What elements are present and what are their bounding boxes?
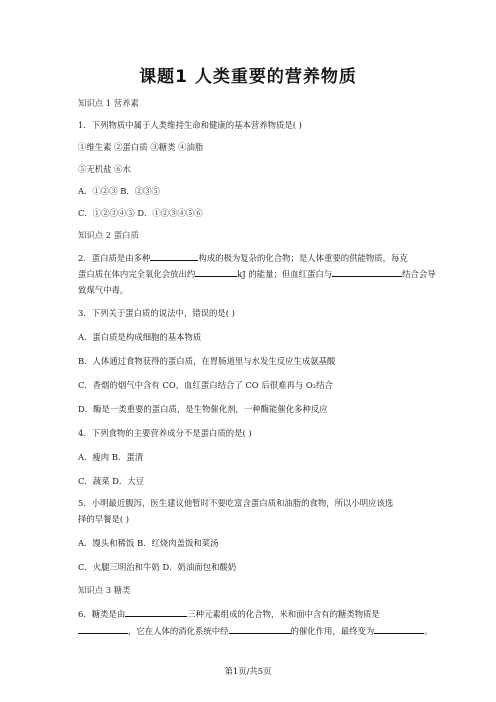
question-4-stem: 4．下列食物的主要营养成分不是蛋白质的是( ): [78, 428, 252, 438]
question-4-choices-cd: C．蔬菜 D．大豆: [78, 476, 145, 486]
question-6-text-2a: ，它在人体的消化系统中经: [128, 626, 229, 636]
question-6-text-2c: 。: [424, 626, 433, 636]
answer-blank[interactable]: [332, 268, 402, 277]
question-3-stem: 3．下列关于蛋白质的说法中，错误的是( ): [78, 308, 235, 318]
question-6-text-1b: 三种元素组成的化合物，米和面中含有的糖类物质是: [187, 609, 380, 619]
question-2-text-2b: kJ 的能量；但血红蛋白与: [237, 269, 333, 279]
question-5-line-1: 5．小明最近腹泻，医生建议他暂时不要吃富含蛋白质和油脂的食物，所以小明应该选: [78, 498, 394, 508]
question-1-stem: 1．下列物质中属于人类维持生命和健康的基本营养物质是( ): [78, 120, 302, 130]
question-1-choices-ab: A．①②③ B．②③⑤: [78, 186, 160, 196]
question-6-line-1: [78, 608, 380, 620]
section-heading-3: 知识点 3 糖类: [78, 585, 131, 595]
question-5-choices-cd: C．火腿三明治和牛奶 D．奶油面包和酸奶: [78, 562, 237, 572]
question-2-line-3: 致煤气中毒。: [78, 285, 129, 295]
section-heading-2: 知识点 2 蛋白质: [78, 230, 139, 240]
answer-blank[interactable]: [125, 608, 187, 617]
answer-blank[interactable]: [374, 625, 424, 634]
question-3-option-c: C．香烟的烟气中含有 CO，血红蛋白结合了 CO 后很难再与 O₂结合: [78, 380, 333, 390]
question-6-text-1a: 6．糖类是由: [78, 609, 126, 619]
question-2-line-1: [78, 252, 408, 264]
question-1-items-b: ⑤无机盐 ⑥水: [78, 164, 131, 174]
question-3-option-a: A．蛋白质是构成细胞的基本物质: [78, 332, 202, 342]
page-title: 课题1 人类重要的营养物质: [139, 67, 357, 87]
question-2-text-1a: 2．蛋白质是由多种: [78, 253, 151, 263]
section-heading-1: 知识点 1 营养素: [78, 98, 139, 108]
answer-blank[interactable]: [195, 268, 237, 277]
question-2-text-1b: 构成的极为复杂的化合物；是人体重要的供能物质，每克: [198, 253, 408, 263]
answer-blank[interactable]: [150, 252, 198, 261]
question-1-choices-cd: C．①②③④⑤ D．①②③④⑤⑥: [78, 208, 203, 218]
question-3-option-d: D．酶是一类重要的蛋白质，是生物催化剂，一种酶能催化多种反应: [78, 404, 328, 414]
question-5-choices-ab: A．馒头和稀饭 B．红烧肉盖饭和菜汤: [78, 538, 219, 548]
question-1-items-a: ①维生素 ②蛋白质 ③糖类 ④油脂: [78, 142, 204, 152]
question-6-text-2b: 的催化作用，最终变为: [290, 626, 375, 636]
question-2-text-2c: 结合会导: [402, 269, 436, 279]
answer-blank[interactable]: [78, 625, 128, 634]
question-2-text-2a: 蛋白质在体内完全氧化会放出约: [78, 269, 196, 279]
question-2-line-2: [78, 268, 436, 280]
question-5-line-2: 择的早餐是( ): [78, 514, 130, 524]
question-6-line-2: [78, 625, 433, 637]
page-number-footer: 第1页/共5页: [224, 666, 272, 676]
answer-blank[interactable]: [229, 625, 291, 634]
question-3-option-b: B．人体通过食物获得的蛋白质，在胃肠道里与水发生反应生成氨基酸: [78, 356, 336, 366]
question-4-choices-ab: A．瘦肉 B．蛋清: [78, 452, 144, 462]
